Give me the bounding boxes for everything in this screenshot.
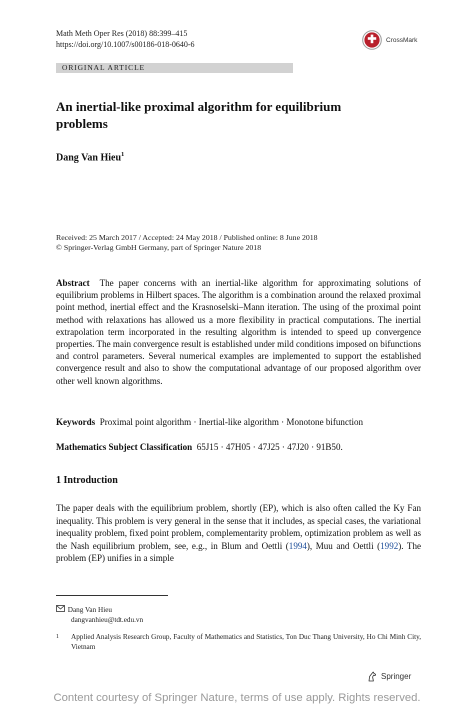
citation-link[interactable]: 1994: [288, 540, 307, 551]
title-line-1: An inertial-like proximal algorithm for equilibrium: [56, 99, 342, 114]
doi-link[interactable]: https://doi.org/10.1007/s00186-018-0640-6: [56, 40, 195, 49]
affiliation-number: 1: [56, 634, 59, 640]
publication-dates: [56, 233, 318, 253]
journal-citation: Math Meth Oper Res (2018) 88:399–415: [56, 29, 188, 38]
intro-text-3: ). The problem (EP) unifies in a simple: [56, 540, 421, 564]
author-line: [56, 151, 124, 163]
author-email[interactable]: dangvanhieu@tdt.edu.vn: [71, 616, 144, 624]
crossmark-label: CrossMark: [386, 36, 418, 44]
courtesy-watermark: Content courtesy of Springer Nature, terms of use apply. Rights reserved.: [53, 692, 421, 704]
title-line-2: problems: [56, 116, 108, 131]
citation-link[interactable]: 1992: [380, 540, 399, 551]
corresponding-author-note: [56, 605, 143, 625]
msc-text: 65J15 · 47H05 · 47J25 · 47J20 · 91B50.: [196, 442, 343, 452]
crossmark-icon: [362, 30, 382, 50]
article-type-label: ORIGINAL ARTICLE: [62, 63, 146, 72]
section-heading: 1 Introduction: [56, 475, 118, 486]
dates-line: Received: 25 March 2017 / Accepted: 24 May 2018 / Published online: 8 June 2018: [56, 233, 318, 242]
springer-horse-icon: [367, 671, 378, 682]
abstract: [56, 277, 421, 387]
abstract-label: Abstract: [56, 278, 90, 288]
affiliation-note: [56, 632, 421, 652]
intro-paragraph: [56, 502, 421, 565]
paper-title: [56, 98, 386, 132]
msc-label: Mathematics Subject Classification: [56, 442, 193, 452]
copyright-line: © Springer-Verlag GmbH Germany, part of Springer Nature 2018: [56, 243, 262, 252]
journal-header: [56, 28, 195, 50]
publisher-logo: [367, 671, 411, 682]
crossmark-badge[interactable]: [362, 30, 417, 50]
publisher-name: Springer: [381, 672, 412, 681]
subject-classification: [56, 441, 421, 453]
footnote-author: Dang Van Hieu: [67, 606, 112, 614]
keywords-text: Proximal point algorithm · Inertial-like algorithm · Monotone bifunction: [99, 417, 364, 427]
intro-text-1: The paper deals with the equilibrium problem, shortly (EP), which is also often called the Ky Fan inequality. This problem is very general in the sense that it includes, as special cases, the variational inequality problem, fixed point problem, complementarity problem, optimization problem as well as the Nash equilibrium problem, see, e.g., in Blum and Oettli (: [56, 503, 421, 551]
author-name[interactable]: Dang Van Hieu: [56, 152, 122, 164]
envelope-icon: [56, 605, 66, 615]
affiliation-text: Applied Analysis Research Group, Faculty of Mathematics and Statistics, Ton Duc Thang University, Ho Chi Minh City, Vietnam: [71, 633, 421, 651]
author-affiliation-marker: 1: [121, 151, 125, 158]
intro-text-2: ), Muu and Oettli (: [306, 540, 381, 551]
keywords-label: Keywords: [56, 417, 96, 427]
footnote-rule: [56, 595, 168, 596]
keywords: [56, 416, 421, 428]
abstract-text: The paper concerns with an inertial-like algorithm for approximating solutions of equilibrium problems in Hilbert spaces. The algorithm is a combination around the relaxed proximal point method, inertial effect and the Krasnoselski–Mann iteration. The using of the proximal point method with relaxations has allowed us a more flexibility in practical computations. The inertial extrapolation term incorporated in the resulting algorithm is intended to speed up convergence properties. The main convergence result is established under mild conditions imposed on bifunctions and control parameters. Several numerical examples are implemented to support the established convergence result and also to show the computational advantage of our proposed algorithm over other well known algorithms.: [56, 278, 421, 386]
